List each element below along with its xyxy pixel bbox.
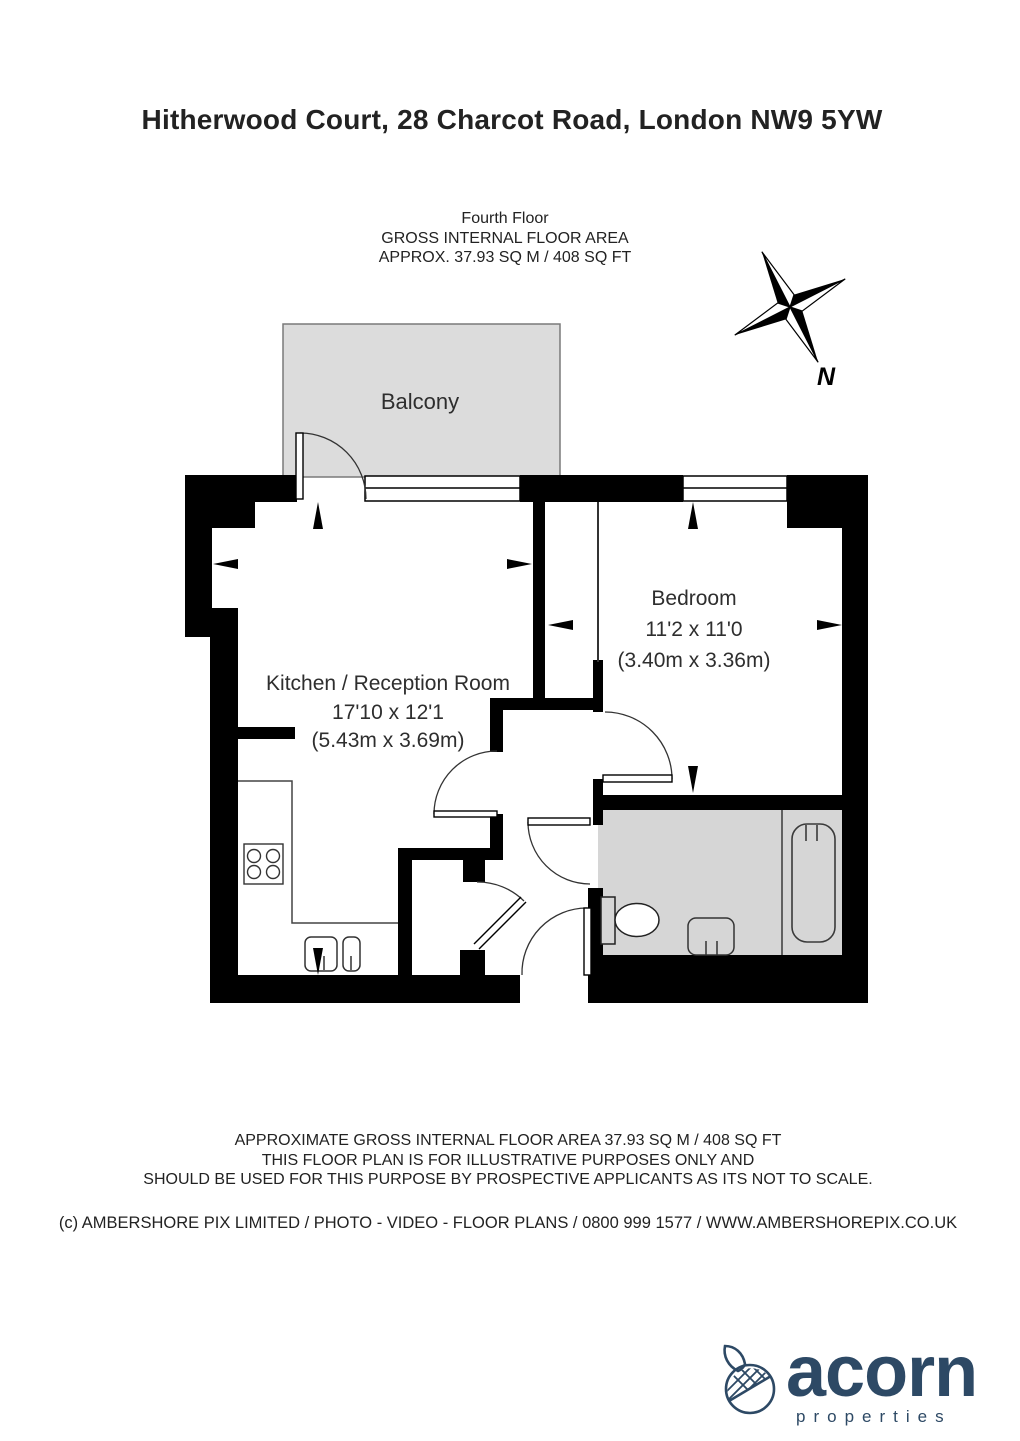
bedroom-size-metric: (3.40m x 3.36m) [617, 649, 771, 672]
kitchen-sink-icon [305, 937, 360, 971]
area-value: APPROX. 37.93 SQ M / 408 SQ FT [378, 249, 632, 267]
arrow-right-icon [817, 620, 842, 630]
bedroom-size-imperial: 11'2 x 11'0 [645, 618, 743, 641]
bathroom-door [528, 818, 590, 884]
hob-icon [244, 844, 283, 884]
wash-basin-icon [688, 918, 734, 955]
disclaimer-line: APPROXIMATE GROSS INTERNAL FLOOR AREA 37.93 SQ M / 408 SQ FT [234, 1132, 782, 1149]
arrow-left-icon [213, 559, 238, 569]
disclaimer-line: SHOULD BE USED FOR THIS PURPOSE BY PROSPECTIVE APPLICANTS AS ITS NOT TO SCALE. [143, 1171, 873, 1189]
kitchen-window [365, 476, 520, 501]
balcony-label: Balcony [380, 389, 460, 414]
arrow-up-icon [688, 502, 698, 529]
kitchen-door [434, 751, 497, 817]
balcony-area [283, 324, 560, 477]
kitchen-fixtures [238, 727, 398, 971]
arrow-right-icon [507, 559, 532, 569]
compass-north-label: N [816, 363, 836, 391]
compass-icon [707, 224, 874, 391]
disclaimer-line: THIS FLOOR PLAN IS FOR ILLUSTRATIVE PURPOSES ONLY AND [261, 1151, 755, 1169]
arrow-up-icon [313, 502, 323, 529]
floor-name: Fourth Floor [461, 210, 549, 227]
acorn-icon [714, 1340, 794, 1432]
area-heading: GROSS INTERNAL FLOOR AREA [381, 229, 629, 247]
logo-brand-text: acorn [786, 1332, 978, 1412]
logo-tagline-text: properties [796, 1407, 952, 1426]
arrow-down-icon [688, 766, 698, 793]
bedroom-window [683, 476, 787, 501]
closet-door [474, 882, 526, 949]
page-title: Hitherwood Court, 28 Charcot Road, London NW9 5YW [141, 104, 883, 135]
kitchen-label: Kitchen / Reception Room [266, 672, 510, 695]
disclaimer [0, 1131, 1016, 1190]
brand-logo [714, 1332, 1004, 1432]
bedroom-door [603, 712, 672, 782]
bedroom-label: Bedroom [651, 587, 737, 610]
kitchen-size-metric: (5.43m x 3.69m) [311, 729, 465, 752]
room-labels [266, 587, 770, 752]
bathtub-icon [792, 824, 835, 942]
kitchen-size-imperial: 17'10 x 12'1 [332, 701, 444, 724]
entrance-door [522, 908, 591, 975]
kitchen-wall-stub [238, 727, 295, 739]
credit-line: (c) AMBERSHORE PIX LIMITED / PHOTO - VIDEO - FLOOR PLANS / 0800 999 1577 / WWW.AMBERSHOREPIX.CO.UK [58, 1214, 958, 1232]
arrow-left-icon [548, 620, 573, 630]
